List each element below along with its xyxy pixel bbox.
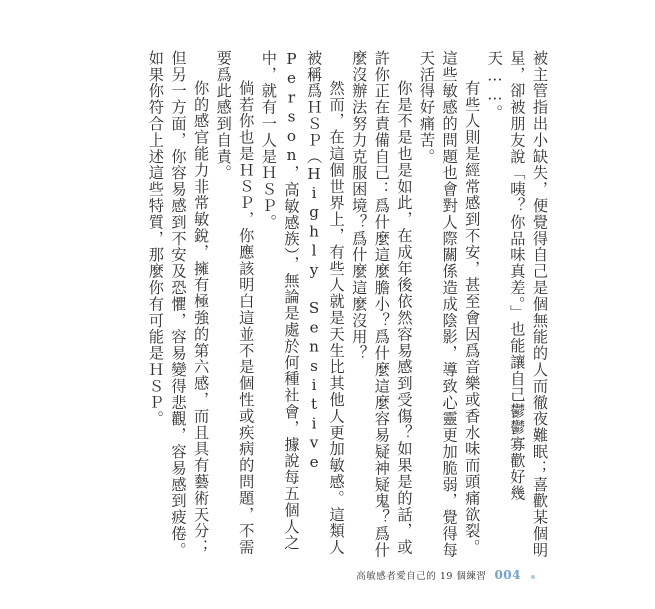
paragraph-6: 你的感官能力非常敏銳，擁有極強的第六感，而且具有藝術天分；但另一方面，你容易感到不安及恐懼，容易變得悲觀，容易感到疲倦。如果你符合上述這些特質，那麼你有可能是ＨＳＰ。 [146, 50, 211, 559]
paragraph-4: 然而，在這個世界上，有些人就是天生比其他人更加敏感。這類人被稱爲ＨＳＰ（Highly Sensitive Person，高敏感族），無論是處於何種社會，據說每五個人之中，就有一人是ＨＳＰ。 [259, 50, 346, 556]
paragraph-1: 被主管指出小缺失，便覺得自己是個無能的人而徹夜難眠；喜歡某個明星，卻被朋友說「咦？你品味真差。」也能讓自己鬱鬱寡歡好幾天……。 [485, 50, 549, 559]
page-number-dot-icon [531, 575, 535, 579]
running-footer-title: 高敏感者愛自己的 19 個練習 [356, 571, 487, 582]
paragraph-3: 你是不是也是如此，在成年後依然容易感到受傷？如果是的話，或許你正在責備自己：爲什麼這麼膽小？爲什麼這麼容易疑神疑鬼？爲什麼沒辦法努力克服困境？爲什麼這麼沒用？ [350, 50, 414, 559]
page-footer [356, 568, 535, 582]
paragraph-5: 倘若你也是ＨＳＰ，你應該明白這並不是個性或疾病的問題，不需要爲此感到自責。 [214, 50, 256, 556]
page-number: 004 [494, 568, 521, 582]
paragraph-2: 有些人則是經常感到不安，甚至會因爲音樂或香水味而頭痛欲裂。這些敏感的問題也會對人際關係造成陰影，導致心靈更加脆弱，覺得每天活得好痛苦。 [418, 50, 482, 559]
body-text [81, 50, 551, 560]
